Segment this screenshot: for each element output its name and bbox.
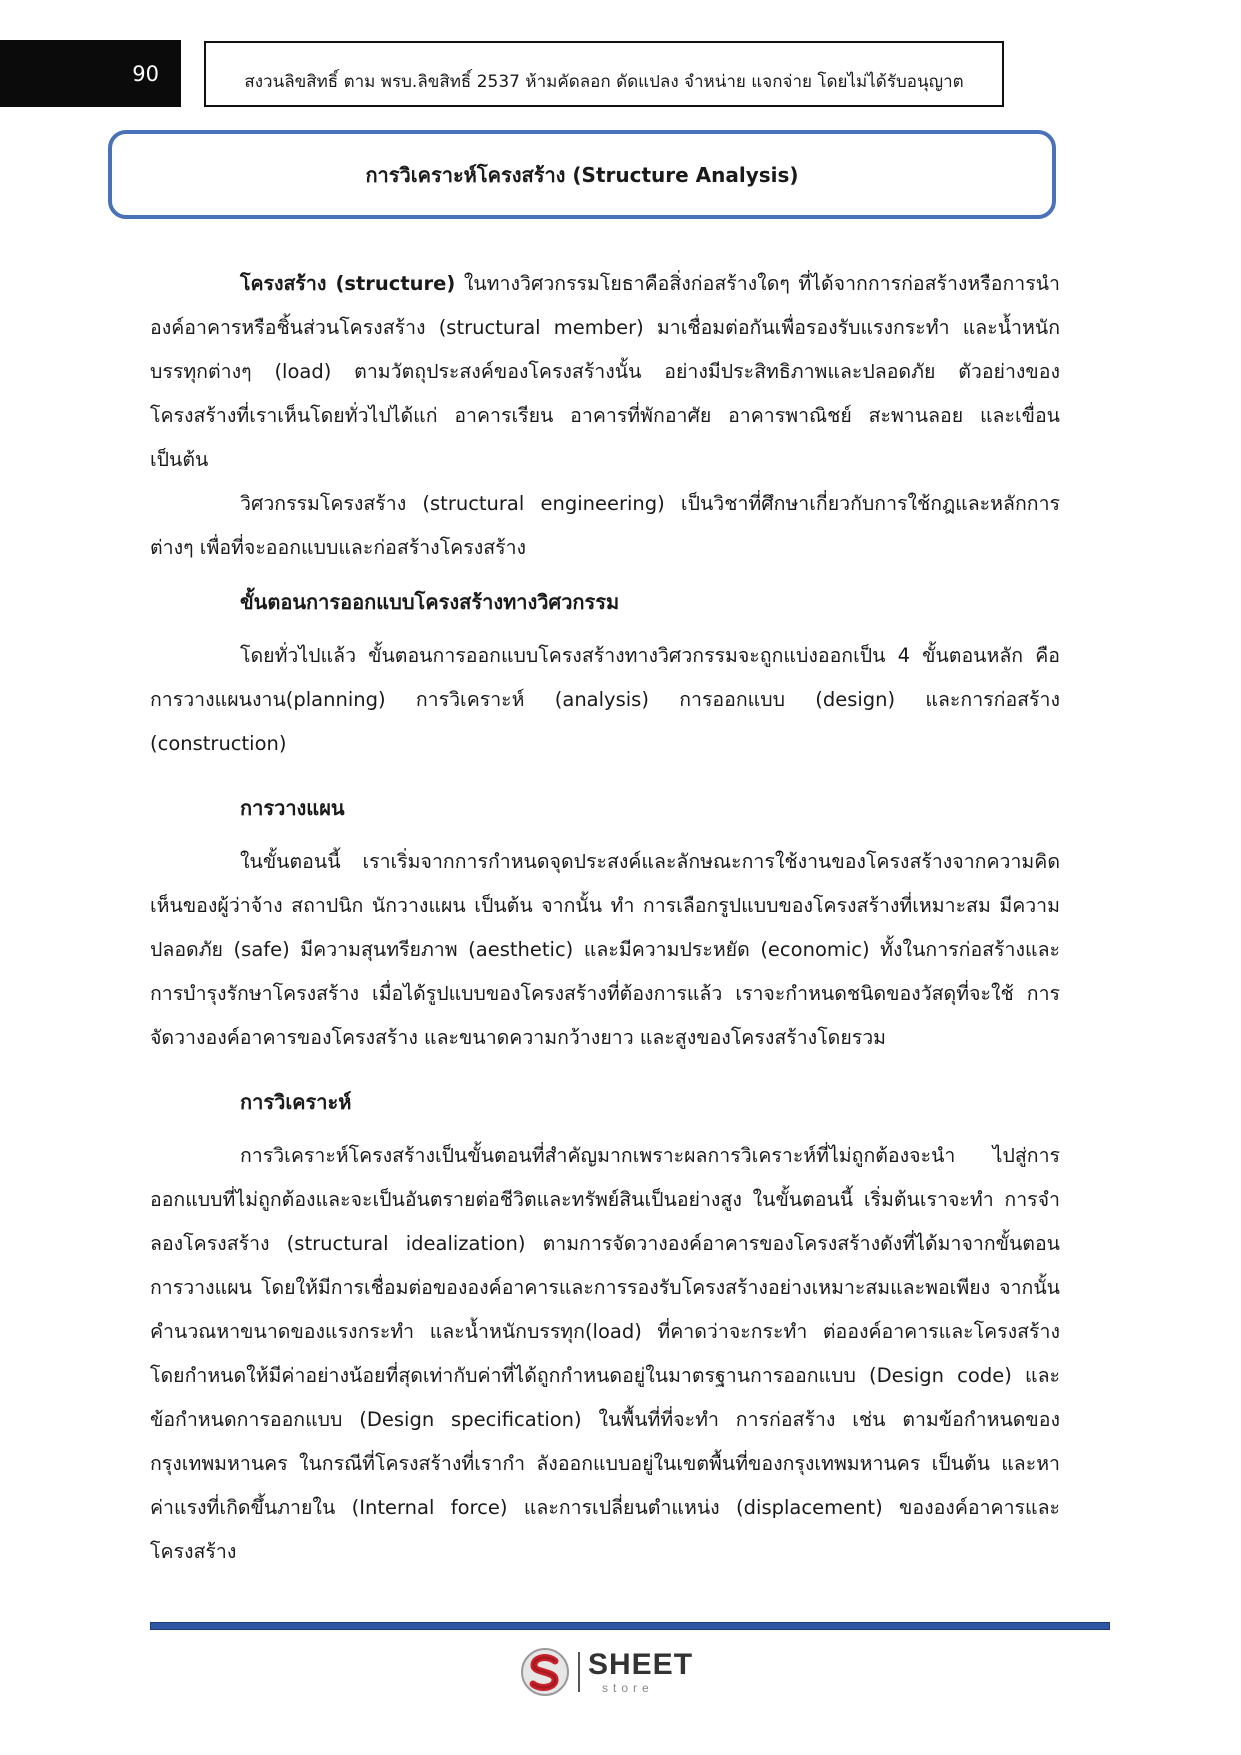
page-number-box <box>0 40 181 107</box>
footer-divider <box>150 1622 1110 1630</box>
logo-subword: store <box>602 1681 654 1695</box>
copyright-notice-box <box>204 41 1004 107</box>
logo-text <box>588 1650 693 1694</box>
paragraph-structure-definition <box>150 262 1060 482</box>
sheet-store-s-icon <box>520 1647 570 1697</box>
logo-word: SHEET <box>588 1648 694 1681</box>
section-title: การวิเคราะห์โครงสร้าง (Structure Analysis) <box>365 162 799 187</box>
document-body <box>150 262 1060 1574</box>
term-structure: โครงสร้าง (structure) <box>240 272 456 295</box>
copyright-notice: สงวนลิขสิทธิ์ ตาม พรบ.ลิขสิทธิ์ 2537 ห้ามคัดลอก ดัดแปลง จำหน่าย แจกจ่าย โดยไม่ได้รับอนุญาต <box>244 72 964 92</box>
paragraph-design-steps: โดยทั่วไปแล้ว ขั้นตอนการออกแบบโครงสร้างทางวิศวกรรมจะถูกแบ่งออกเป็น 4 ขั้นตอนหลัก คือ การวางแผนงาน(planning) การวิเคราะห์ (analysis) การออกแบบ (design) และการก่อสร้าง (construction) <box>150 644 1060 755</box>
paragraph-planning: ในขั้นตอนนี้ เราเริ่มจากการกำหนดจุดประสงค์และลักษณะการใช้งานของโครงสร้างจากความคิดเห็นของผู้ว่าจ้าง สถาปนิก นักวางแผน เป็นต้น จากนั้น ทำ การเลือกรูปแบบของโครงสร้างที่เหมาะสม มีความปลอดภัย (safe) มีความสุนทรียภาพ (aesthetic) และมีความประหยัด (economic) ทั้งในการก่อสร้างและการบำรุงรักษาโครงสร้าง เมื่อได้รูปแบบของโครงสร้างที่ต้องการแล้ว เราจะกำหนดชนิดของวัสดุที่จะใช้ การจัดวางองค์อาคารของโครงสร้าง และขนาดความกว้างยาว และสูงของโครงสร้างโดยรวม <box>150 850 1060 1049</box>
page-number: 90 <box>132 61 159 86</box>
heading-design-steps: ขั้นตอนการออกแบบโครงสร้างทางวิศวกรรม <box>240 590 620 614</box>
paragraph-structural-engineering: วิศวกรรมโครงสร้าง (structural engineering) เป็นวิชาที่ศึกษาเกี่ยวกับการใช้กฎและหลักการต่างๆ เพื่อที่จะออกแบบและก่อสร้างโครงสร้าง <box>150 492 1060 559</box>
section-title-box <box>108 130 1056 219</box>
sheet-store-logo <box>520 1645 693 1699</box>
heading-analysis: การวิเคราะห์ <box>240 1090 352 1114</box>
heading-planning: การวางแผน <box>240 796 345 820</box>
structure-definition-text: ในทางวิศวกรรมโยธาคือสิ่งก่อสร้างใดๆ ที่ได้จากการก่อสร้างหรือการนำ องค์อาคารหรือชิ้นส่วนโครงสร้าง (structural member) มาเชื่อมต่อกันเพื่อรองรับแรงกระทำ และน้ำหนักบรรทุกต่างๆ (load) ตามวัตถุประสงค์ของโครงสร้างนั้น อย่างมีประสิทธิภาพและปลอดภัย ตัวอย่างของโครงสร้างที่เราเห็นโดยทั่วไปได้แก่ อาคารเรียน อาคารที่พักอาศัย อาคารพาณิชย์ สะพานลอย และเขื่อน เป็นต้น <box>150 272 1060 471</box>
logo-separator <box>578 1652 580 1692</box>
paragraph-analysis: การวิเคราะห์โครงสร้างเป็นขั้นตอนที่สำคัญมากเพราะผลการวิเคราะห์ที่ไม่ถูกต้องจะนำ ไปสู่การออกแบบที่ไม่ถูกต้องและจะเป็นอันตรายต่อชีวิตและทรัพย์สินเป็นอย่างสูง ในขั้นตอนนี้ เริ่มต้นเราจะทำ การจำ ลองโครงสร้าง (structural idealization) ตามการจัดวางองค์อาคารของโครงสร้างดังที่ได้มาจากขั้นตอนการวางแผน โดยให้มีการเชื่อมต่อขององค์อาคารและการรองรับโครงสร้างอย่างเหมาะสมและพอเพียง จากนั้น คำนวณหาขนาดของแรงกระทำ และน้ำหนักบรรทุก(load) ที่คาดว่าจะกระทำ ต่อองค์อาคารและโครงสร้าง โดยกำหนดให้มีค่าอย่างน้อยที่สุดเท่ากับค่าที่ได้ถูกกำหนดอยู่ในมาตรฐานการออกแบบ (Design code) และข้อกำหนดการออกแบบ (Design specification) ในพื้นที่ที่จะทำ การก่อสร้าง เช่น ตามข้อกำหนดของกรุงเทพมหานคร ในกรณีที่โครงสร้างที่เรากำ ลังออกแบบอยู่ในเขตพื้นที่ของกรุงเทพมหานคร เป็นต้น และหาค่าแรงที่เกิดขึ้นภายใน (Internal force) และการเปลี่ยนตำแหน่ง (displacement) ขององค์อาคารและโครงสร้าง <box>150 1144 1060 1563</box>
